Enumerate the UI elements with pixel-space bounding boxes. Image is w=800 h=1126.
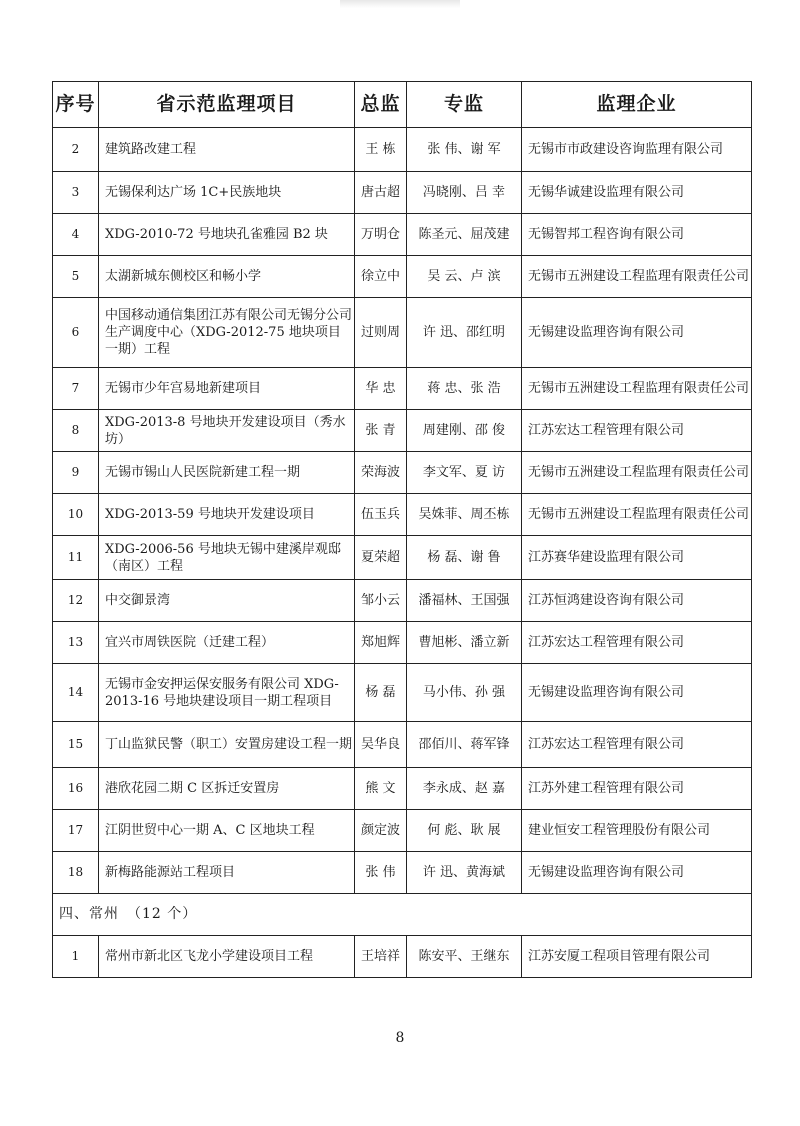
cell-specialist: 李文军、夏 访 bbox=[407, 452, 522, 494]
cell-specialist: 陈圣元、屈茂建 bbox=[407, 214, 522, 256]
table-row bbox=[53, 214, 752, 256]
cell-seq: 10 bbox=[53, 494, 99, 536]
cell-seq: 17 bbox=[53, 810, 99, 852]
scan-smudge bbox=[340, 0, 460, 8]
table-row bbox=[53, 410, 752, 452]
cell-company: 无锡市市政建设咨询监理有限公司 bbox=[522, 128, 752, 172]
header-seq: 序号 bbox=[53, 82, 99, 128]
cell-specialist: 许 迅、邵红明 bbox=[407, 298, 522, 368]
cell-chief: 过则周 bbox=[355, 298, 407, 368]
header-chief: 总监 bbox=[355, 82, 407, 128]
cell-project: XDG-2013-8 号地块开发建设项目（秀水坊） bbox=[99, 410, 355, 452]
cell-specialist: 马小伟、孙 强 bbox=[407, 664, 522, 722]
table-row bbox=[53, 722, 752, 768]
cell-chief: 伍玉兵 bbox=[355, 494, 407, 536]
cell-seq: 4 bbox=[53, 214, 99, 256]
table-row bbox=[53, 494, 752, 536]
cell-seq: 6 bbox=[53, 298, 99, 368]
cell-seq: 7 bbox=[53, 368, 99, 410]
cell-specialist: 吴姝菲、周丕栋 bbox=[407, 494, 522, 536]
cell-seq: 8 bbox=[53, 410, 99, 452]
cell-project: 无锡市少年宫易地新建项目 bbox=[99, 368, 355, 410]
table-row bbox=[53, 256, 752, 298]
header-company: 监理企业 bbox=[522, 82, 752, 128]
cell-project: 中国移动通信集团江苏有限公司无锡分公司生产调度中心（XDG-2012-75 地块项目一期）工程 bbox=[99, 298, 355, 368]
cell-seq: 12 bbox=[53, 580, 99, 622]
cell-chief: 荣海波 bbox=[355, 452, 407, 494]
cell-specialist: 李永成、赵 嘉 bbox=[407, 768, 522, 810]
cell-project: XDG-2006-56 号地块无锡中建溪岸观邸（南区）工程 bbox=[99, 536, 355, 580]
cell-specialist: 吴 云、卢 滨 bbox=[407, 256, 522, 298]
cell-specialist: 蒋 忠、张 浩 bbox=[407, 368, 522, 410]
cell-specialist: 邵佰川、蒋军锋 bbox=[407, 722, 522, 768]
cell-seq: 3 bbox=[53, 172, 99, 214]
cell-chief: 夏荣超 bbox=[355, 536, 407, 580]
cell-company: 江苏恒鸿建设咨询有限公司 bbox=[522, 580, 752, 622]
cell-company: 无锡建设监理咨询有限公司 bbox=[522, 852, 752, 894]
table-row bbox=[53, 452, 752, 494]
cell-company: 江苏宏达工程管理有限公司 bbox=[522, 722, 752, 768]
cell-seq: 15 bbox=[53, 722, 99, 768]
cell-company: 江苏外建工程管理有限公司 bbox=[522, 768, 752, 810]
cell-seq: 9 bbox=[53, 452, 99, 494]
cell-chief: 张 青 bbox=[355, 410, 407, 452]
header-project: 省示范监理项目 bbox=[99, 82, 355, 128]
cell-project: 宜兴市周铁医院（迁建工程） bbox=[99, 622, 355, 664]
cell-company: 江苏宏达工程管理有限公司 bbox=[522, 410, 752, 452]
page-number: 8 bbox=[395, 1030, 405, 1046]
cell-chief: 熊 文 bbox=[355, 768, 407, 810]
supervision-table bbox=[52, 81, 752, 978]
cell-chief: 邹小云 bbox=[355, 580, 407, 622]
cell-specialist: 冯晓刚、吕 幸 bbox=[407, 172, 522, 214]
cell-company: 江苏宏达工程管理有限公司 bbox=[522, 622, 752, 664]
cell-seq: 1 bbox=[53, 936, 99, 978]
cell-specialist: 许 迅、黄海斌 bbox=[407, 852, 522, 894]
cell-specialist: 何 彪、耿 展 bbox=[407, 810, 522, 852]
cell-project: 中交御景湾 bbox=[99, 580, 355, 622]
cell-chief: 杨 磊 bbox=[355, 664, 407, 722]
cell-company: 江苏赛华建设监理有限公司 bbox=[522, 536, 752, 580]
cell-company: 无锡市五洲建设工程监理有限责任公司 bbox=[522, 452, 752, 494]
cell-chief: 华 忠 bbox=[355, 368, 407, 410]
section-row bbox=[53, 894, 752, 936]
cell-seq: 5 bbox=[53, 256, 99, 298]
cell-seq: 13 bbox=[53, 622, 99, 664]
cell-project: 常州市新北区飞龙小学建设项目工程 bbox=[99, 936, 355, 978]
header-row bbox=[53, 82, 752, 128]
cell-company: 无锡建设监理咨询有限公司 bbox=[522, 664, 752, 722]
table-row bbox=[53, 536, 752, 580]
cell-company: 无锡市五洲建设工程监理有限责任公司 bbox=[522, 368, 752, 410]
cell-chief: 徐立中 bbox=[355, 256, 407, 298]
table-row bbox=[53, 936, 752, 978]
cell-company: 无锡建设监理咨询有限公司 bbox=[522, 298, 752, 368]
cell-seq: 2 bbox=[53, 128, 99, 172]
cell-project: 新梅路能源站工程项目 bbox=[99, 852, 355, 894]
cell-company: 建业恒安工程管理股份有限公司 bbox=[522, 810, 752, 852]
section-heading: 四、常州 （12 个） bbox=[53, 894, 752, 936]
cell-chief: 王培祥 bbox=[355, 936, 407, 978]
table-row bbox=[53, 664, 752, 722]
cell-company: 无锡市五洲建设工程监理有限责任公司 bbox=[522, 494, 752, 536]
cell-project: XDG-2010-72 号地块孔雀雅园 B2 块 bbox=[99, 214, 355, 256]
table-row bbox=[53, 368, 752, 410]
cell-seq: 18 bbox=[53, 852, 99, 894]
cell-project: 太湖新城东侧校区和畅小学 bbox=[99, 256, 355, 298]
cell-specialist: 张 伟、谢 军 bbox=[407, 128, 522, 172]
cell-chief: 张 伟 bbox=[355, 852, 407, 894]
cell-company: 无锡华诚建设监理有限公司 bbox=[522, 172, 752, 214]
cell-chief: 唐古超 bbox=[355, 172, 407, 214]
cell-company: 江苏安厦工程项目管理有限公司 bbox=[522, 936, 752, 978]
table-row bbox=[53, 580, 752, 622]
cell-specialist: 潘福林、王国强 bbox=[407, 580, 522, 622]
cell-chief: 王 栋 bbox=[355, 128, 407, 172]
cell-seq: 11 bbox=[53, 536, 99, 580]
table-row bbox=[53, 768, 752, 810]
cell-chief: 万明仓 bbox=[355, 214, 407, 256]
cell-company: 无锡智邦工程咨询有限公司 bbox=[522, 214, 752, 256]
cell-chief: 吴华良 bbox=[355, 722, 407, 768]
table-row bbox=[53, 172, 752, 214]
cell-project: 建筑路改建工程 bbox=[99, 128, 355, 172]
cell-chief: 郑旭辉 bbox=[355, 622, 407, 664]
cell-project: 港欣花园二期 C 区拆迁安置房 bbox=[99, 768, 355, 810]
cell-company: 无锡市五洲建设工程监理有限责任公司 bbox=[522, 256, 752, 298]
cell-specialist: 曹旭彬、潘立新 bbox=[407, 622, 522, 664]
cell-project: XDG-2013-59 号地块开发建设项目 bbox=[99, 494, 355, 536]
cell-project: 江阴世贸中心一期 A、C 区地块工程 bbox=[99, 810, 355, 852]
table-row bbox=[53, 298, 752, 368]
table-row bbox=[53, 128, 752, 172]
cell-specialist: 周建刚、邵 俊 bbox=[407, 410, 522, 452]
table-row bbox=[53, 852, 752, 894]
cell-specialist: 陈安平、王继东 bbox=[407, 936, 522, 978]
header-specialist: 专监 bbox=[407, 82, 522, 128]
cell-chief: 颜定波 bbox=[355, 810, 407, 852]
cell-project: 无锡市金安押运保安服务有限公司 XDG-2013-16 号地块建设项目一期工程项目 bbox=[99, 664, 355, 722]
cell-project: 丁山监狱民警（职工）安置房建设工程一期 bbox=[99, 722, 355, 768]
cell-project: 无锡保利达广场 1C+民族地块 bbox=[99, 172, 355, 214]
table-row bbox=[53, 810, 752, 852]
table-row bbox=[53, 622, 752, 664]
cell-seq: 16 bbox=[53, 768, 99, 810]
cell-specialist: 杨 磊、谢 鲁 bbox=[407, 536, 522, 580]
cell-project: 无锡市锡山人民医院新建工程一期 bbox=[99, 452, 355, 494]
cell-seq: 14 bbox=[53, 664, 99, 722]
